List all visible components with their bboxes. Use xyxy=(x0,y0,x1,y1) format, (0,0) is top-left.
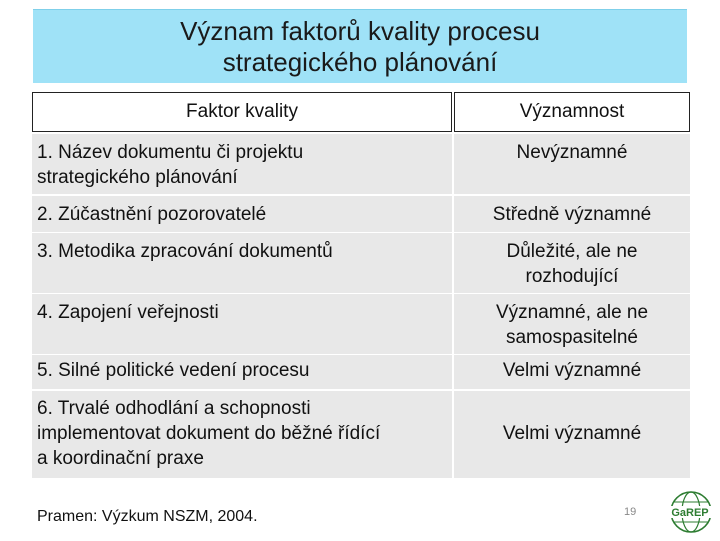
factor-cell xyxy=(32,391,452,478)
globe-icon xyxy=(664,488,716,536)
factor-text: 4. Zapojení veřejnosti xyxy=(37,302,219,323)
factor-cell xyxy=(32,196,452,232)
table-row xyxy=(32,355,690,389)
significance-text: Středně významné xyxy=(492,204,652,225)
slide-title xyxy=(33,9,687,83)
table-row xyxy=(32,196,690,232)
factor-cell xyxy=(32,294,452,354)
factor-text: implementovat dokument do běžné řídící xyxy=(37,423,381,444)
significance-cell xyxy=(454,233,690,293)
title-line-2: strategického plánování xyxy=(222,46,498,77)
factor-cell xyxy=(32,355,452,389)
factor-text: 2. Zúčastnění pozorovatelé xyxy=(37,204,267,225)
significance-cell xyxy=(454,355,690,389)
factor-text: 1. Název dokumentu či projektu xyxy=(37,142,304,163)
factor-text: 5. Silné politické vedení procesu xyxy=(37,360,310,381)
significance-text: Velmi významné xyxy=(502,423,642,444)
header-significance: Významnost xyxy=(454,92,690,132)
source-note: Pramen: Výzkum NSZM, 2004. xyxy=(37,508,258,525)
factor-text: strategického plánování xyxy=(37,167,238,188)
table-header xyxy=(32,92,690,132)
significance-cell xyxy=(454,391,690,478)
factor-text: a koordinační praxe xyxy=(37,448,204,469)
factor-text: 3. Metodika zpracování dokumentů xyxy=(37,241,333,262)
significance-cell xyxy=(454,134,690,194)
garep-logo xyxy=(664,488,716,536)
factor-text: 6. Trvalé odhodlání a schopnosti xyxy=(37,398,311,419)
table-row xyxy=(32,233,690,293)
title-line-1: Význam faktorů kvality procesu xyxy=(180,15,540,46)
factor-cell xyxy=(32,233,452,293)
significance-text: rozhodující xyxy=(525,266,619,287)
table-row xyxy=(32,294,690,354)
header-factor: Faktor kvality xyxy=(32,92,452,132)
significance-text: Významné, ale ne xyxy=(495,302,649,323)
factor-cell xyxy=(32,134,452,194)
significance-cell xyxy=(454,294,690,354)
significance-text: Důležité, ale ne xyxy=(506,241,638,262)
significance-text: samospasitelné xyxy=(505,327,639,348)
significance-cell xyxy=(454,196,690,232)
significance-text: Velmi významné xyxy=(502,360,642,381)
table-row xyxy=(32,134,690,194)
svg-text:GaREP: GaREP xyxy=(671,507,709,519)
significance-text: Nevýznamné xyxy=(516,142,628,163)
table-row xyxy=(32,391,690,478)
page-number: 19 xyxy=(624,506,637,518)
